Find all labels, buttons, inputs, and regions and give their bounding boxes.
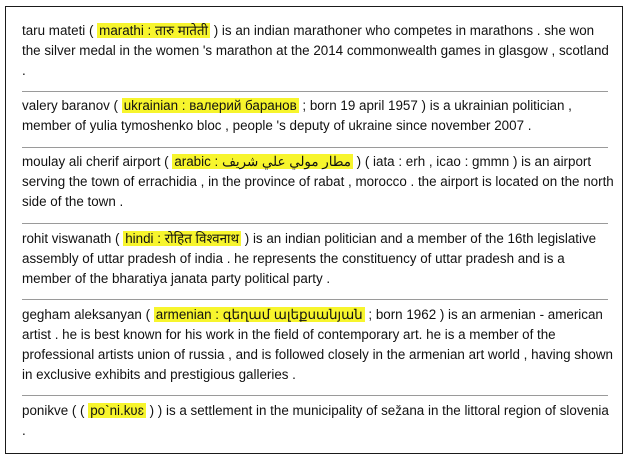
divider	[22, 91, 608, 92]
entry-text-before: gegham aleksanyan (	[22, 307, 154, 322]
entry-valery-baranov	[22, 96, 614, 136]
highlighted-native-name: po`ni.kʋɛ	[90, 403, 144, 418]
highlighted-native-name: armenian : գեղամ ալեքսանյան	[155, 307, 363, 322]
entry-text-after: ) is an indian marathoner who competes in marathons . she won the silver medal in the women 's marathon at the 2014 commonwealth games in glasgow , scotland .	[22, 23, 609, 78]
highlighted-native-name: marathi : तारु मातेती	[99, 23, 209, 38]
entry-text-after: ) ) is a settlement in the municipality of sežana in the littoral region of slovenia .	[22, 403, 609, 438]
document-frame	[5, 6, 623, 454]
highlighted-native-name: ukrainian : валерий баранов	[123, 98, 297, 113]
entry-taru-mateti	[22, 21, 614, 81]
entry-rohit-viswanath	[22, 229, 614, 289]
highlighted-native-name: arabic : مطار مولي علي شريف	[174, 154, 351, 169]
entry-text-after: ) ( iata : erh , icao : gmmn ) is an airport serving the town of errachidia , in the province of rabat , morocco . the airport is located on the north side of the town .	[22, 154, 614, 209]
entry-ponikve	[22, 401, 614, 441]
entry-text-before: ponikve ( (	[22, 403, 89, 418]
entry-text-before: taru mateti (	[22, 23, 98, 38]
highlighted-native-name: hindi : रोहित विश्वनाथ	[125, 231, 240, 246]
entry-text-after: ; born 1962 ) is an armenian - american artist . he is best known for his work in the field of contemporary art. he is a member of the professional artists union of russia , and is followed closely in the armenian art world , having shown in exclusive exhibits and prestigious galleries .	[22, 307, 613, 382]
divider	[22, 147, 608, 148]
divider	[22, 299, 608, 300]
entry-gegham-aleksanyan	[22, 305, 614, 385]
entry-text-before: moulay ali cherif airport (	[22, 154, 173, 169]
entry-text-after: ; born 19 april 1957 ) is a ukrainian politician , member of yulia tymoshenko bloc , people 's deputy of ukraine since november 2007 .	[22, 98, 572, 133]
entry-moulay-ali-cherif-airport	[22, 152, 614, 212]
entry-text-before: valery baranov (	[22, 98, 122, 113]
divider	[22, 223, 608, 224]
divider	[22, 395, 608, 396]
entry-text-after: ) is an indian politician and a member of the 16th legislative assembly of uttar pradesh of india . he represents the constituency of uttar pradesh and is a member of the bharatiya janata party political party .	[22, 231, 597, 286]
entry-text-before: rohit viswanath (	[22, 231, 124, 246]
